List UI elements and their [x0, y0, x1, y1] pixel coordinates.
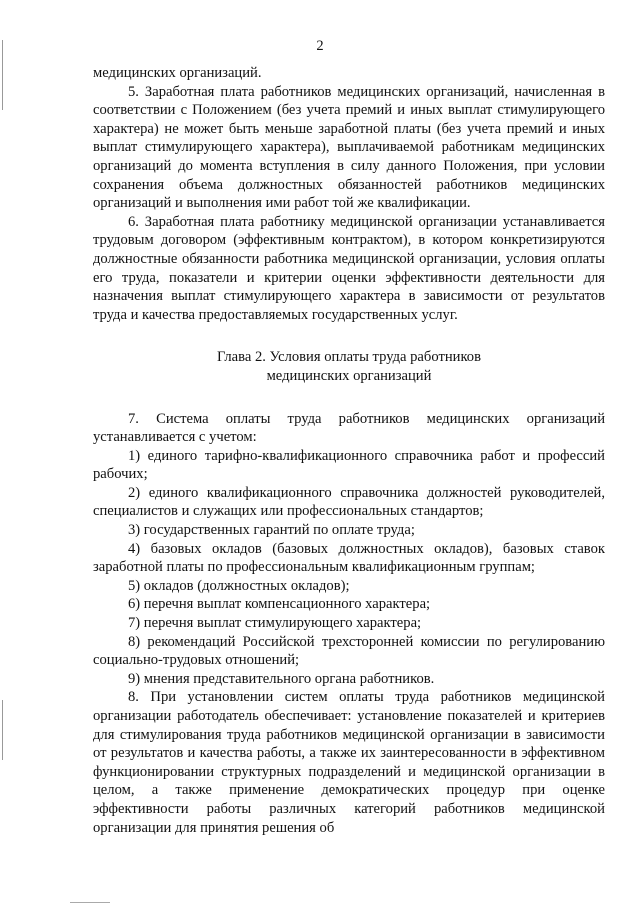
paragraph-5: 5. Заработная плата работников медицинских организаций, начисленная в соответствии с Положением (без учета премий и иных выплат стимулирующего характера) не может быть меньше заработной платы (без учета премий и иных выплат стимулирующего характера), выплачиваемой работникам медицинских организаций до момента вступления в силу данного Положения, при условии сохранения объема должностных обязанностей работников медицинских организаций и выполнения ими работ той же квалификации. — [93, 83, 605, 212]
list-item-2: 2) единого квалификационного справочника должностей руководителей, специалистов и служащих или профессиональных стандартов; — [93, 484, 605, 520]
chapter-title-line2: медицинских организаций — [266, 367, 432, 384]
list-item-7: 7) перечня выплат стимулирующего характера; — [128, 615, 422, 632]
list-item-9: 9) мнения представительного органа работников. — [128, 670, 435, 687]
scan-bottom-mark — [70, 902, 110, 903]
paragraph-continuation: медицинских организаций. — [93, 65, 262, 81]
document-body — [93, 64, 605, 837]
list-item-8: 8) рекомендаций Российской трехсторонней комиссии по регулированию социально-трудовых отношений; — [93, 633, 605, 669]
paragraph-8: 8. При установлении систем оплаты труда работников медицинской организации работодатель обеспечивает: установление показателей и критериев для стимулирования труда работников медицинской организации в зависимости от результатов и качества работы, а также их заинтересованности в эффективном функционировании структурных подразделений и медицинской организации в целом, а также применение демократических процедур при оценке эффективности работы различных категорий работников медицинской организации для принятия решения об — [93, 689, 605, 836]
page-number: 2 — [316, 38, 324, 54]
list-item-5: 5) окладов (должностных окладов); — [128, 577, 350, 594]
list-item-3: 3) государственных гарантий по оплате труда; — [128, 522, 415, 539]
chapter-title-line1: Глава 2. Условия оплаты труда работников — [217, 349, 481, 366]
chapter-heading — [93, 348, 605, 385]
list-item-4: 4) базовых окладов (базовых должностных окладов), базовых ставок заработной платы по профессиональным квалификационным группам; — [93, 540, 605, 576]
scan-edge-mark-bottom — [2, 700, 3, 760]
list-item-1: 1) единого тарифно-квалификационного справочника работ и профессий рабочих; — [93, 447, 605, 483]
list-item-6: 6) перечня выплат компенсационного характера; — [128, 596, 431, 613]
paragraph-6: 6. Заработная плата работнику медицинской организации устанавливается трудовым договором (эффективным контрактом), в котором конкретизируются должностные обязанности работника медицинской организации, условия оплаты его труда, показатели и критерии оценки эффективности деятельности для назначения выплат стимулирующего характера в зависимости от результатов труда и качества предоставляемых государственных услуг. — [93, 213, 605, 323]
paragraph-7-intro: 7. Система оплаты труда работников медицинских организаций устанавливается с учетом: — [93, 410, 605, 446]
